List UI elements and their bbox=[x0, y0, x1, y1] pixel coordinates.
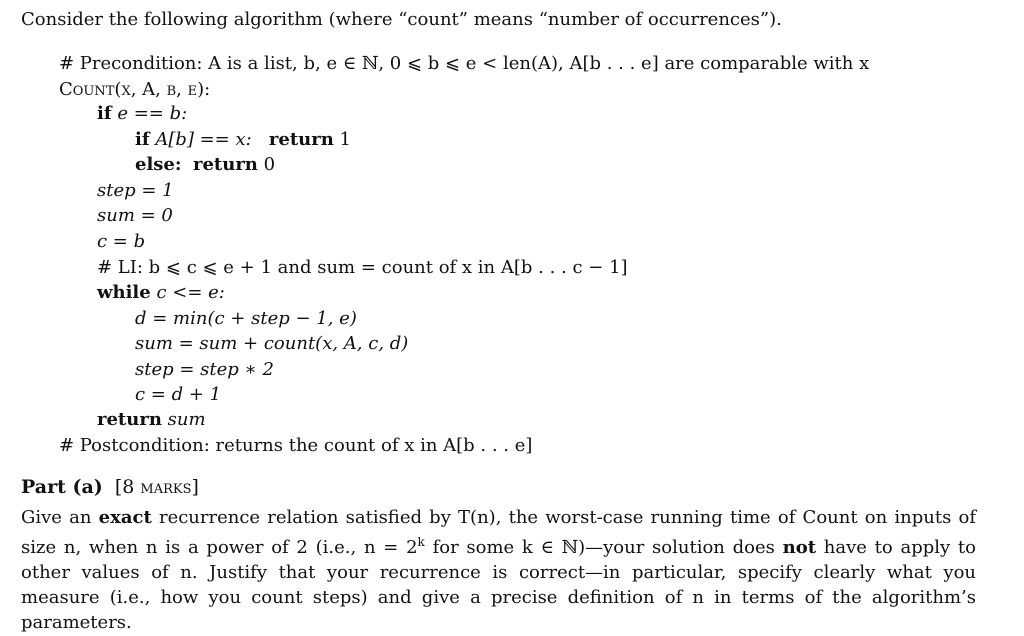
code-line-step-assign: step = step ∗ 2 bbox=[135, 359, 274, 380]
code-expr: sum bbox=[161, 409, 206, 430]
part-heading bbox=[21, 475, 199, 499]
code-expr: 0 bbox=[257, 154, 276, 175]
code-line-step-init: step = 1 bbox=[97, 180, 174, 201]
keyword: return bbox=[97, 409, 162, 430]
precondition-comment: # Precondition: A is a list, b, e ∈ ℕ, 0 ⩽ b ⩽ e < len(A), A[b . . . e] are comparable with x bbox=[59, 53, 870, 74]
code-line-c-init: c = b bbox=[97, 231, 146, 252]
question-text: have to apply to other values of n. Justify that your recurrence is correct—in particular, specify clearly what you measure (i.e., how you count steps) and give a precise definition of n in terms of the algorithm’s parameters. bbox=[21, 537, 976, 633]
keyword: while bbox=[97, 282, 151, 303]
question-emphasis: not bbox=[782, 537, 817, 558]
keyword: if bbox=[135, 129, 150, 150]
question-emphasis: exact bbox=[98, 507, 152, 528]
code-line-sum-init: sum = 0 bbox=[97, 205, 173, 226]
intro-text: Consider the following algorithm (where “count” means “number of occurrences”). bbox=[21, 9, 782, 30]
code-expr: A[b] == x: bbox=[149, 129, 252, 150]
code-line-d-assign: d = min(c + step − 1, e) bbox=[135, 308, 357, 329]
code-line-if-match bbox=[135, 128, 351, 152]
code-line-else bbox=[135, 153, 275, 177]
part-marks: [8 marks] bbox=[114, 476, 199, 498]
code-line-c-assign: c = d + 1 bbox=[135, 384, 222, 405]
question-text: for some k ∈ ℕ)—your solution does bbox=[424, 537, 783, 558]
code-line-return bbox=[97, 408, 206, 432]
part-label: Part (a) bbox=[21, 476, 103, 498]
function-signature: Count(x, A, b, e): bbox=[59, 79, 211, 100]
keyword: if bbox=[97, 103, 112, 124]
code-expr: c <= e: bbox=[150, 282, 225, 303]
question-text: recurrence relation satisfied by T(n), the worst-case running time of Count on inputs of size n, when n is a power of 2 (i.e., n = 2 bbox=[21, 507, 976, 558]
keyword: return bbox=[268, 129, 334, 150]
part-question-text bbox=[21, 505, 976, 635]
code-expr: 1 bbox=[333, 129, 351, 150]
keyword: return bbox=[192, 154, 258, 175]
code-line-while bbox=[97, 281, 225, 305]
code-line-sum-assign: sum = sum + count(x, A, c, d) bbox=[135, 333, 409, 354]
code-expr: e == b: bbox=[111, 103, 188, 124]
postcondition-comment: # Postcondition: returns the count of x in A[b . . . e] bbox=[59, 435, 533, 456]
keyword: else: bbox=[135, 154, 182, 175]
loop-invariant-comment: # LI: b ⩽ c ⩽ e + 1 and sum = count of x in A[b . . . c − 1] bbox=[97, 257, 628, 278]
question-superscript: k bbox=[417, 535, 425, 549]
question-text: Give an bbox=[21, 507, 99, 528]
code-line-if-base bbox=[97, 102, 187, 126]
